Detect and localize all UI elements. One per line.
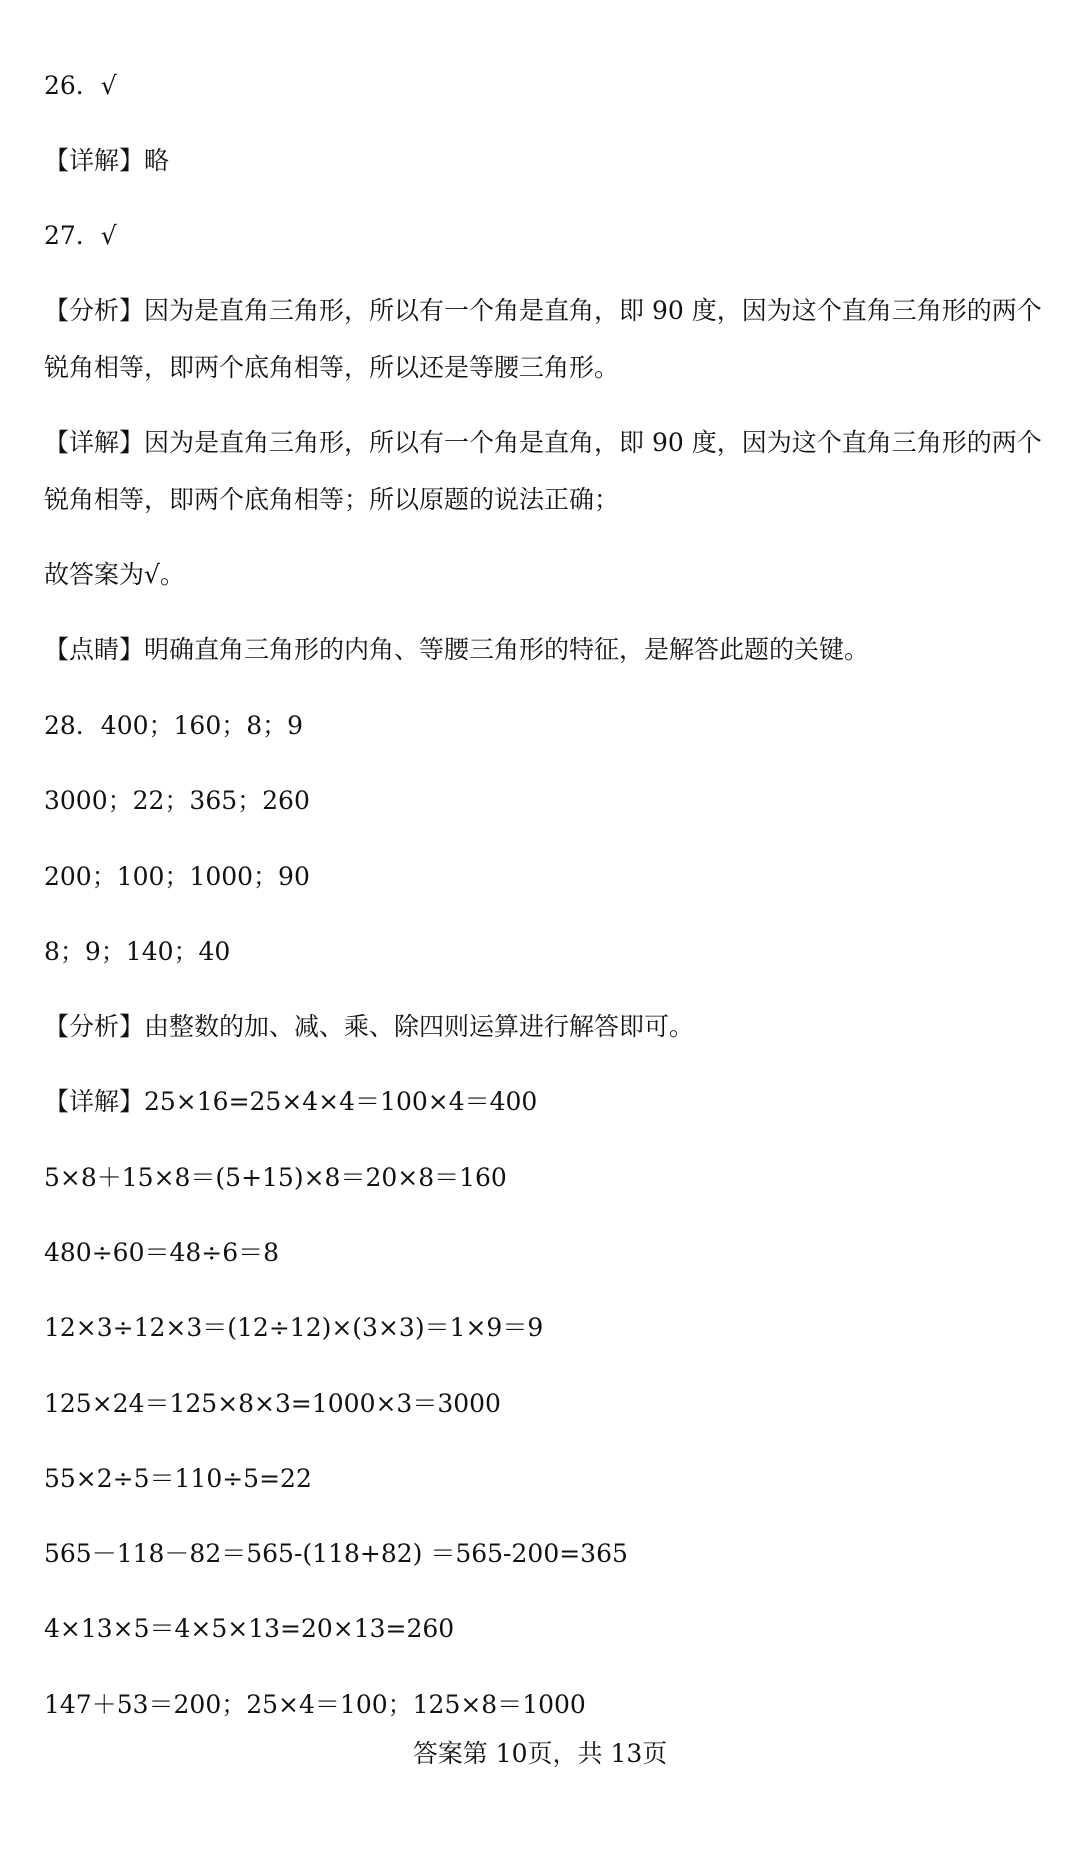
answer-26: 26．√ (44, 71, 117, 100)
answer-27: 27．√ (44, 221, 117, 250)
answer-28: 28．400；160；8；9 (44, 711, 304, 740)
answer-28-row-2: 3000；22；365；260 (44, 786, 310, 815)
answer-27-key-point: 【点睛】明确直角三角形的内角、等腰三角形的特征，是解答此题的关键。 (44, 635, 870, 664)
answer-27-detail-1: 【详解】因为是直角三角形，所以有一个角是直角，即 90 度，因为这个直角三角形的两个 (44, 428, 1042, 457)
calculation-line: 55×2÷5＝110÷5=22 (44, 1464, 312, 1493)
calculation-line: 12×3÷12×3＝(12÷12)×(3×3)＝1×9＝9 (44, 1313, 544, 1342)
answer-28-row-4: 8；9；140；40 (44, 937, 231, 966)
calculation-line: 125×24＝125×8×3=1000×3＝3000 (44, 1389, 501, 1418)
page-footer: 答案第 10页，共 13页 (412, 1739, 668, 1768)
calculation-line: 480÷60＝48÷6＝8 (44, 1238, 280, 1267)
answer-27-detail-2: 锐角相等，即两个底角相等；所以原题的说法正确； (44, 485, 620, 514)
answer-28-detail: 【详解】25×16=25×4×4＝100×4＝400 (44, 1087, 538, 1116)
answer-28-analysis: 【分析】由整数的加、减、乘、除四则运算进行解答即可。 (44, 1012, 695, 1041)
answer-26-detail: 【详解】略 (44, 146, 170, 175)
calculation-line: 565－118－82＝565-(118+82) ＝565-200=365 (44, 1539, 628, 1568)
answer-27-conclusion: 故答案为√。 (44, 560, 185, 589)
answer-28-row-3: 200；100；1000；90 (44, 862, 310, 891)
calculation-line: 5×8＋15×8＝(5+15)×8＝20×8＝160 (44, 1163, 507, 1192)
calculation-line: 147＋53＝200；25×4＝100；125×8＝1000 (44, 1690, 586, 1719)
answer-27-analysis-2: 锐角相等，即两个底角相等，所以还是等腰三角形。 (44, 353, 620, 382)
answer-27-analysis-1: 【分析】因为是直角三角形，所以有一个角是直角，即 90 度，因为这个直角三角形的两个 (44, 296, 1042, 325)
calculation-line: 4×13×5＝4×5×13=20×13=260 (44, 1614, 455, 1643)
